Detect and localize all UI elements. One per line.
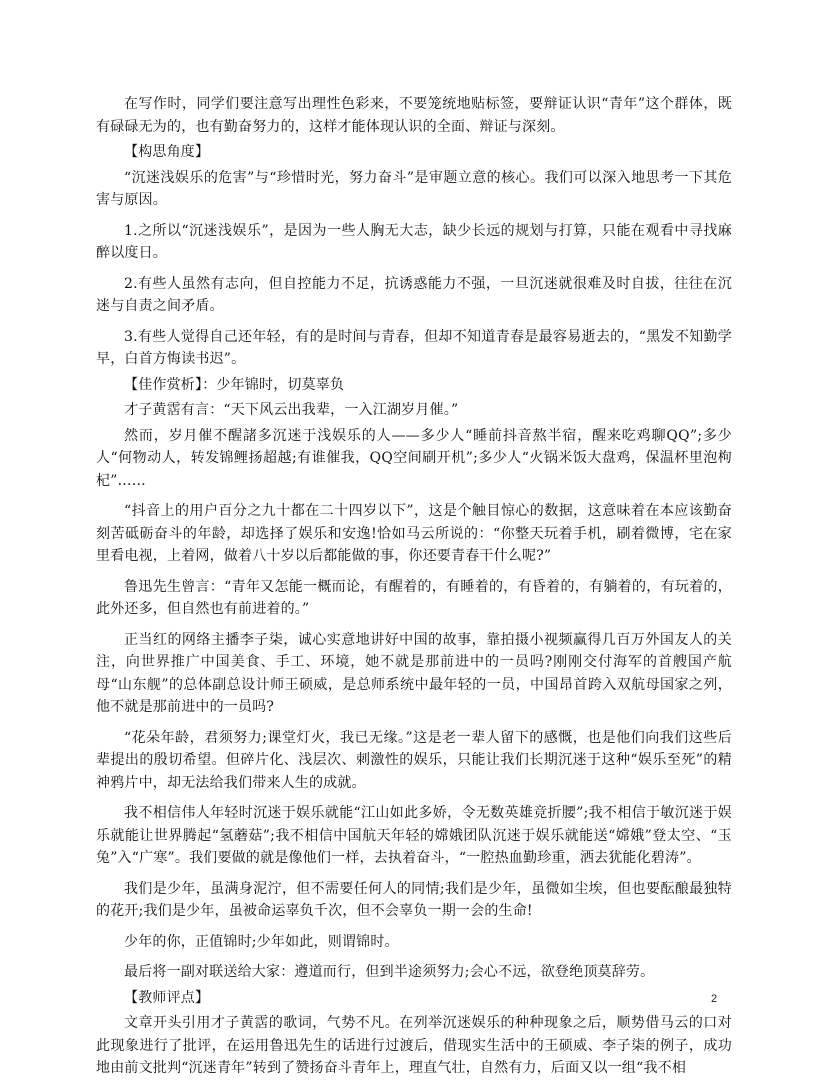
essay-paragraph: 正当红的网络主播李子柒，诚心实意地讲好中国的故事，靠拍摄小视频赢得几百万外国友人的关注，向世界推广中国美食、手工、环境，她不就是那前进中的一员吗?刚刚交付海军的首艘国产航母“山东舰”的总体副总设计师王硕威，是总师系统中最年轻的一员，中国昂首跨入双航母国家之列，他不就是那前进中的一员吗? <box>96 631 732 715</box>
essay-paragraph: 我们是少年，虽满身泥泞，但不需要任何人的同情;我们是少年，虽微如尘埃，但也要酝酿最独特的花开;我们是少年，虽被命运辜负千次，但不会辜负一期一会的生命! <box>96 880 732 919</box>
approach-paragraph: “沉迷浅娱乐的危害”与“珍惜时光，努力奋斗”是审题立意的核心。我们可以深入地思考一下其危害与原因。 <box>96 169 732 208</box>
essay-paragraph: 少年的你，正值锦时;少年如此，则谓锦时。 <box>124 933 399 950</box>
page-number: 2 <box>711 993 718 1005</box>
teacher-comment-paragraph: 文章开头引用才子黄霑的歌词，气势不凡。在列举沉迷娱乐的种种现象之后，顺势借马云的口对此现象进行了批评，在运用鲁迅先生的话进行过渡后，借现实生活中的王硕威、李子柒的例子，成功地由前文批判“沉迷青年”转到了赞扬奋斗青年上，理直气壮，自然有力，后面又以一组“我不相 <box>96 1015 732 1076</box>
essay-paragraph: 我不相信伟人年轻时沉迷于娱乐就能“江山如此多娇，令无数英雄竞折腰”;我不相信于敏沉迷于娱乐就能让世界腾起“氢蘑菇”;我不相信中国航天年轻的嫦娥团队沉迷于娱乐就能送“嫦娥”登太空、“玉兔”入“广寒”。我们要做的就是像他们一样，去执着奋斗，“一腔热血勤珍重，洒去犹能化碧涛”。 <box>96 805 732 866</box>
reason-item-2: 2.有些人虽然有志向，但自控能力不足，抗诱惑能力不强，一旦沉迷就很难及时自拔，往往在沉迷与自责之间矛盾。 <box>96 275 732 314</box>
intro-paragraph: 在写作时，同学们要注意写出理性色彩来，不要笼统地贴标签，要辩证认识“青年”这个群体，既有碌碌无为的，也有勤奋努力的，这样才能体现认识的全面、辩证与深刻。 <box>96 96 732 135</box>
essay-paragraph: “花朵年龄，君须努力;课堂灯火，我已无缘。”这是老一辈人留下的感慨，也是他们向我们这些后辈提出的殷切希望。但碎片化、浅层次、刺激性的娱乐，只能让我们长期沉迷于这种“娱乐至死”的精神鸦片中，却无法给我们带来人生的成就。 <box>96 729 732 791</box>
section-heading-teacher-comment: 【教师评点】 <box>124 989 210 1006</box>
essay-paragraph: “抖音上的用户百分之九十都在二十四岁以下”，这是个触目惊心的数据，这意味着在本应该勤奋刻苦砥砺奋斗的年龄，却选择了娱乐和安逸!恰如马云所说的：“你整天玩着手机，刷着微博，宅在家里看电视，上着网，做着八十岁以后都能做的事，你还要青春干什么呢?” <box>96 503 732 564</box>
essay-paragraph: 才子黄霑有言：“天下风云出我辈，一入江湖岁月催。” <box>124 402 459 418</box>
section-heading-approach: 【构思角度】 <box>124 144 210 160</box>
essay-paragraph: 最后将一副对联送给大家：遵道而行，但到半途须努力;会心不远，欲登绝顶莫辞劳。 <box>124 964 655 980</box>
reason-item-1: 1.之所以“沉迷浅娱乐”，是因为一些人胸无大志，缺少长远的规划与打算，只能在观看中寻找麻醉以度日。 <box>96 222 732 261</box>
essay-paragraph: 鲁迅先生曾言：“青年又怎能一概而论，有醒着的，有睡着的，有昏着的，有躺着的，有玩着的，此外还多，但自然也有前进着的。” <box>96 578 732 617</box>
document-body <box>96 93 732 1080</box>
section-heading-essay: 【佳作赏析】：少年锦时，切莫辜负 <box>124 376 345 393</box>
reason-item-3: 3.有些人觉得自己还年轻，有的是时间与青春，但却不知道青春是最容易逝去的，“黑发不知勤学早，白首方悔读书迟”。 <box>96 328 732 367</box>
essay-paragraph: 然而，岁月催不醒諸多沉迷于浅娱乐的人——多少人“睡前抖音熬半宿，醒来吃鸡聊QQ”;多少人“何物动人，转发锦鲤扬超越;有谁催我，QQ空间刷开机”;多少人“火锅米饭大盘鸡，保温杯里泡枸杞”…… <box>96 427 732 489</box>
